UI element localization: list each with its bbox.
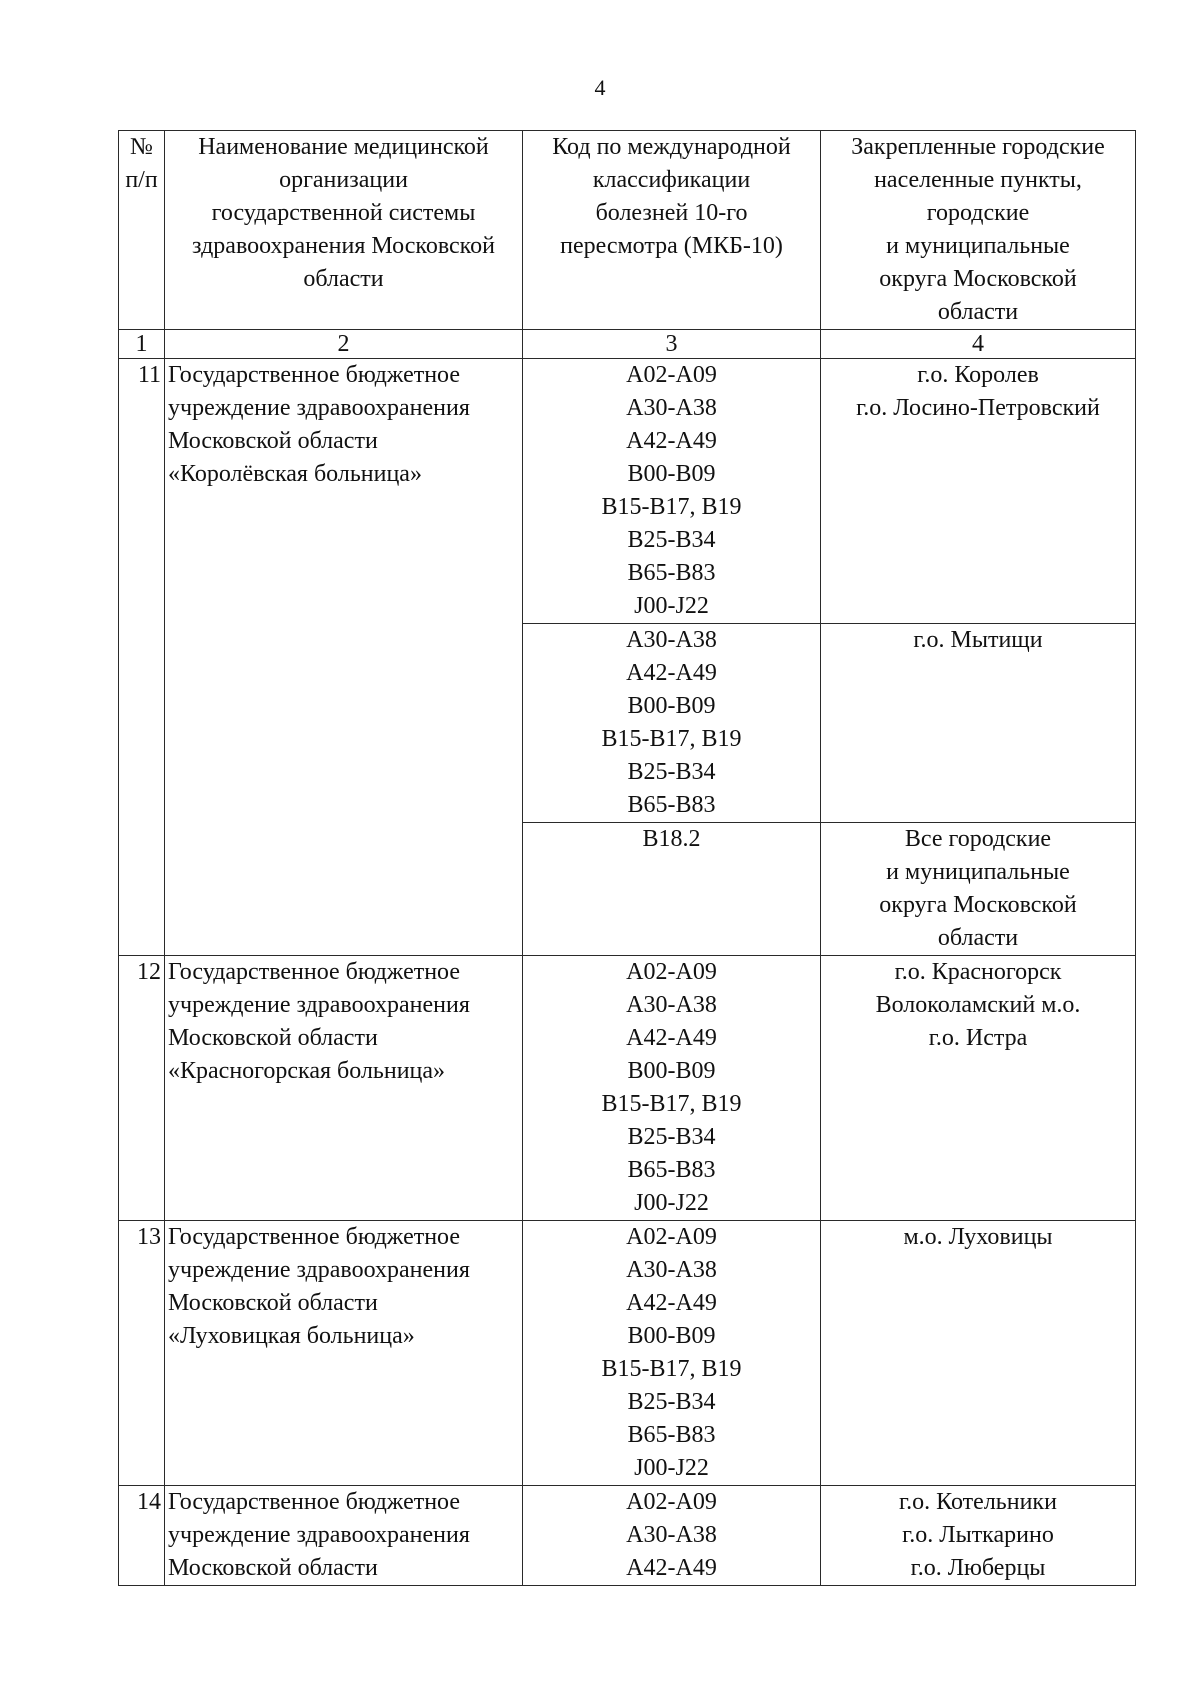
table-row (119, 956, 1136, 1221)
text-line: B00-B09 (627, 1058, 716, 1084)
text-line: округа Московской (879, 266, 1077, 292)
text-line: Московской области (168, 1290, 378, 1316)
text-line: государственной системы (211, 200, 476, 226)
text-line: учреждение здравоохранения (168, 992, 470, 1018)
text-line: A30-A38 (626, 395, 717, 421)
text-line: м.о. Луховицы (903, 1224, 1053, 1250)
text-line: A42-A49 (626, 428, 717, 454)
text-line: г.о. Лыткарино (902, 1522, 1054, 1548)
column-index: 2 (165, 330, 523, 359)
text-line: г.о. Люберцы (910, 1555, 1046, 1581)
organization-name (165, 359, 523, 956)
icd-codes (523, 1221, 821, 1486)
icd-codes (523, 823, 821, 956)
text-line: № (130, 134, 153, 160)
text-line: B65-B83 (627, 1422, 716, 1448)
text-line: B00-B09 (627, 461, 716, 487)
text-line: учреждение здравоохранения (168, 1257, 470, 1283)
text-line: B25-B34 (627, 1124, 716, 1150)
text-line: A42-A49 (626, 1290, 717, 1316)
text-line: Закрепленные городские (851, 134, 1105, 160)
icd-codes (523, 359, 821, 624)
text-line: J00-J22 (634, 593, 709, 619)
text-line: городские (926, 200, 1030, 226)
text-line: J00-J22 (634, 1455, 709, 1481)
text-line: г.о. Королев (917, 362, 1039, 388)
assigned-areas (821, 1486, 1136, 1586)
text-line: B25-B34 (627, 1389, 716, 1415)
text-line: A30-A38 (626, 627, 717, 653)
text-line: г.о. Лосино-Петровский (856, 395, 1100, 421)
text-line: Государственное бюджетное (168, 1224, 460, 1250)
text-line: Московской области (168, 1025, 378, 1051)
text-line: Код по международной (552, 134, 791, 160)
text-line: области (303, 266, 384, 292)
icd-codes (523, 1486, 821, 1586)
text-line: Государственное бюджетное (168, 959, 460, 985)
text-line: A30-A38 (626, 1257, 717, 1283)
text-line: A42-A49 (626, 1555, 717, 1581)
text-line: округа Московской (879, 892, 1077, 918)
text-line: J00-J22 (634, 1190, 709, 1216)
text-line: B15-B17, B19 (601, 494, 742, 520)
row-number: 12 (119, 956, 165, 1221)
text-line: B00-B09 (627, 1323, 716, 1349)
text-line: организации (279, 167, 408, 193)
text-line: A02-A09 (626, 1489, 717, 1515)
assigned-areas (821, 624, 1136, 823)
text-line: г.о. Мытищи (913, 627, 1043, 653)
text-line: и муниципальные (886, 859, 1070, 885)
icd-codes (523, 624, 821, 823)
text-line: классификации (592, 167, 751, 193)
text-line: «Луховицкая больница» (168, 1323, 415, 1349)
column-index-row (119, 330, 1136, 359)
organization-name (165, 956, 523, 1221)
text-line: A02-A09 (626, 959, 717, 985)
text-line: болезней 10-го (595, 200, 748, 226)
assigned-areas (821, 956, 1136, 1221)
text-line: B65-B83 (627, 560, 716, 586)
text-line: B00-B09 (627, 693, 716, 719)
text-line: населенные пункты, (874, 167, 1082, 193)
text-line: Государственное бюджетное (168, 1489, 460, 1515)
text-line: B65-B83 (627, 792, 716, 818)
column-index: 3 (523, 330, 821, 359)
text-line: B15-B17, B19 (601, 1356, 742, 1382)
page-number: 4 (594, 75, 606, 100)
table-row (119, 1486, 1136, 1586)
text-line: и муниципальные (886, 233, 1070, 259)
header-organization (165, 131, 523, 330)
text-line: Наименование медицинской (198, 134, 489, 160)
text-line: A02-A09 (626, 1224, 717, 1250)
text-line: «Королёвская больница» (168, 461, 422, 487)
text-line: B65-B83 (627, 1157, 716, 1183)
row-number: 11 (119, 359, 165, 956)
organization-name (165, 1486, 523, 1586)
table-header-row (119, 131, 1136, 330)
text-line: A30-A38 (626, 992, 717, 1018)
text-line: Волоколамский м.о. (875, 992, 1081, 1018)
row-number: 13 (119, 1221, 165, 1486)
assigned-areas (821, 1221, 1136, 1486)
header-assigned-areas (821, 131, 1136, 330)
text-line: «Красногорская больница» (168, 1058, 446, 1084)
column-index: 4 (821, 330, 1136, 359)
text-line: г.о. Красногорск (894, 959, 1062, 985)
row-number: 14 (119, 1486, 165, 1586)
assigned-areas (821, 823, 1136, 956)
header-icd-code (523, 131, 821, 330)
text-line: г.о. Истра (928, 1025, 1028, 1051)
text-line: области (937, 925, 1019, 951)
text-line: области (937, 299, 1019, 325)
table-body (119, 359, 1136, 1586)
text-line: учреждение здравоохранения (168, 1522, 470, 1548)
text-line: г.о. Котельники (899, 1489, 1057, 1515)
text-line: Государственное бюджетное (168, 362, 460, 388)
text-line: B25-B34 (627, 527, 716, 553)
text-line: B18.2 (642, 826, 701, 852)
table-row (119, 359, 1136, 624)
text-line: здравоохранения Московской (192, 233, 495, 259)
text-line: п/п (125, 167, 158, 193)
assigned-areas (821, 359, 1136, 624)
text-line: Все городские (904, 826, 1052, 852)
text-line: Московской области (168, 428, 378, 454)
text-line: A42-A49 (626, 660, 717, 686)
text-line: Московской области (168, 1555, 378, 1581)
text-line: B25-B34 (627, 759, 716, 785)
text-line: A42-A49 (626, 1025, 717, 1051)
text-line: A30-A38 (626, 1522, 717, 1548)
text-line: учреждение здравоохранения (168, 395, 470, 421)
text-line: A02-A09 (626, 362, 717, 388)
icd-codes (523, 956, 821, 1221)
text-line: B15-B17, B19 (601, 726, 742, 752)
text-line: B15-B17, B19 (601, 1091, 742, 1117)
header-number (119, 131, 165, 330)
organization-name (165, 1221, 523, 1486)
table-row (119, 1221, 1136, 1486)
text-line: пересмотра (МКБ-10) (560, 233, 783, 259)
hospital-assignment-table (118, 130, 1136, 1586)
column-index: 1 (119, 330, 165, 359)
